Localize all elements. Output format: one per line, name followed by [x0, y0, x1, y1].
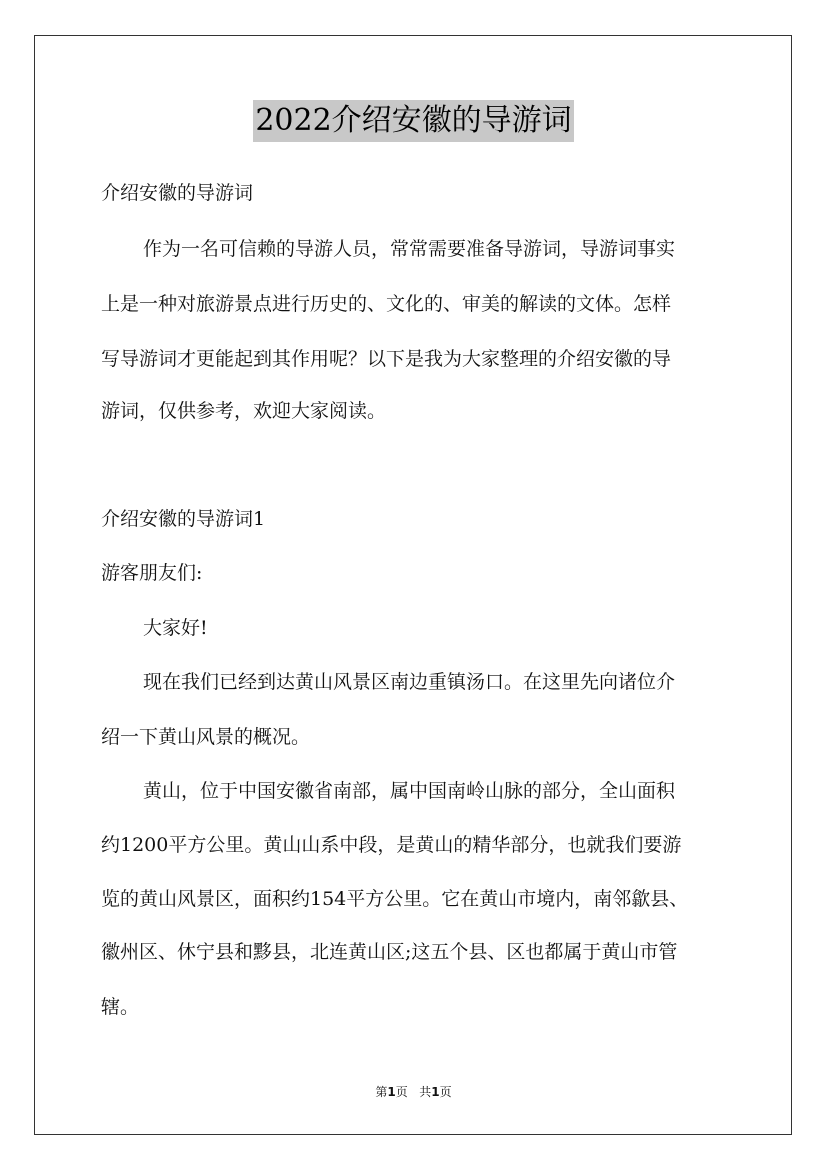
title-container — [0, 100, 827, 142]
para2-line-3: 览的黄山风景区，面积约154平方公里。它在黄山市境内，南邻歙县、 — [101, 888, 689, 910]
intro-line-1: 作为一名可信赖的导游人员，常常需要准备导游词，导游词事实 — [143, 238, 676, 260]
total-number: 1 — [431, 1085, 440, 1099]
para1-line-2: 绍一下黄山风景的概况。 — [101, 726, 311, 748]
page-footer — [0, 1084, 827, 1100]
para1-line-1: 现在我们已经到达黄山风景区南边重镇汤口。在这里先向诸位介 — [143, 671, 676, 693]
page-suffix: 页 — [395, 1085, 408, 1099]
greeting: 游客朋友们: — [101, 562, 203, 584]
document-subtitle: 介绍安徽的导游词 — [101, 182, 254, 204]
section-heading: 介绍安徽的导游词1 — [101, 508, 266, 530]
para2-line-4: 徽州区、休宁县和黟县，北连黄山区;这五个县、区也都属于黄山市管 — [101, 941, 678, 963]
hello-line: 大家好! — [143, 617, 208, 639]
page-prefix: 第 — [375, 1085, 388, 1099]
intro-line-4: 游词，仅供参考，欢迎大家阅读。 — [101, 400, 387, 422]
total-suffix: 页 — [439, 1085, 452, 1099]
para2-line-1: 黄山，位于中国安徽省南部，属中国南岭山脉的部分，全山面积 — [143, 780, 676, 802]
intro-line-2: 上是一种对旅游景点进行历史的、文化的、审美的解读的文体。怎样 — [101, 293, 672, 315]
document-title: 2022介绍安徽的导游词 — [253, 100, 573, 142]
para2-line-2: 约1200平方公里。黄山山系中段，是黄山的精华部分，也就我们要游 — [101, 834, 682, 856]
para2-line-5: 辖。 — [101, 996, 140, 1018]
total-prefix: 共 — [419, 1085, 432, 1099]
page-number: 1 — [387, 1085, 396, 1099]
intro-line-3: 写导游词才更能起到其作用呢？以下是我为大家整理的介绍安徽的导 — [101, 348, 672, 370]
